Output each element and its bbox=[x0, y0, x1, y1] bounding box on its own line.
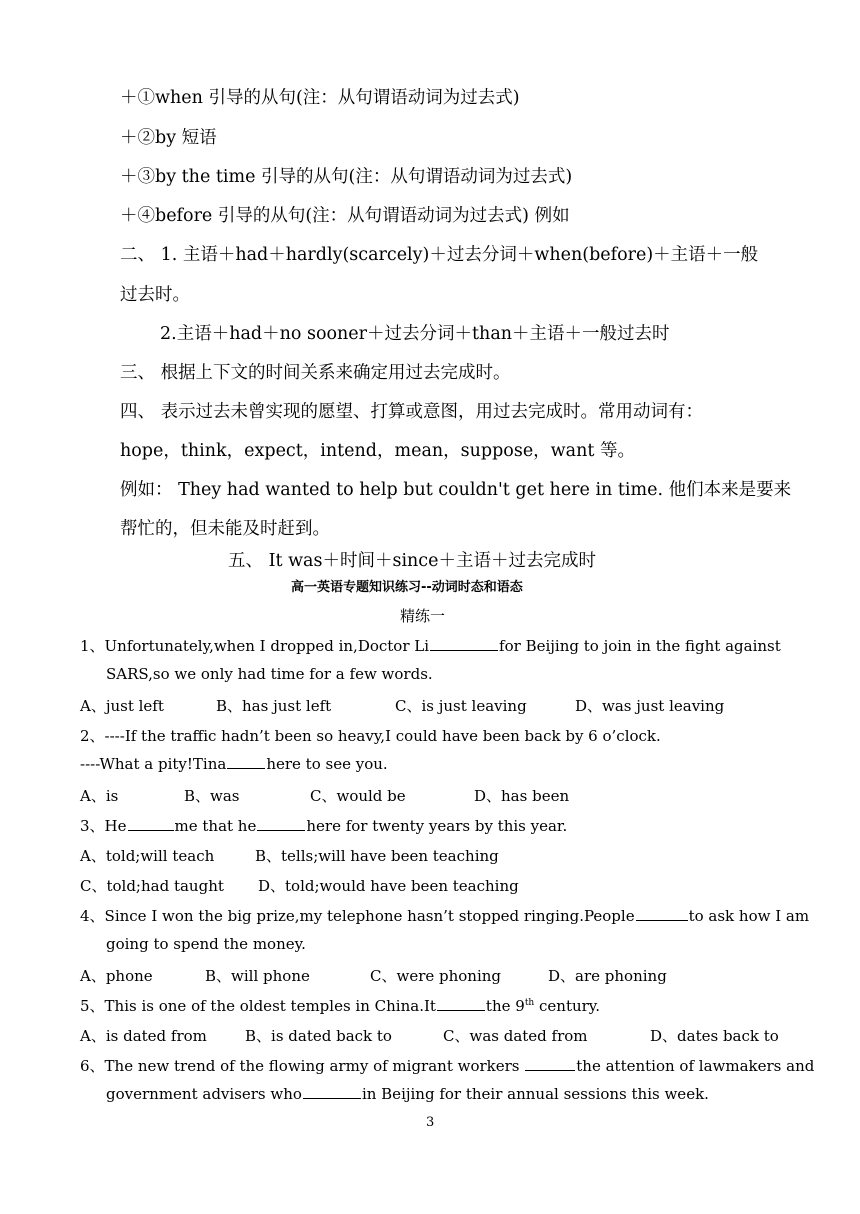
question-text: in Beijing for their annual sessions this week. bbox=[361, 1085, 709, 1103]
option-d: D、dates back to bbox=[650, 1027, 779, 1045]
question-2-reply bbox=[80, 755, 388, 773]
option-a: A、just left bbox=[80, 697, 164, 715]
answer-blank bbox=[128, 829, 174, 831]
option-a: A、is dated from bbox=[80, 1027, 207, 1045]
rule-three: 三、 根据上下文的时间关系来确定用过去完成时。 bbox=[120, 363, 511, 383]
practice-title: 精练一 bbox=[400, 607, 446, 625]
rule-five: 五、 It was＋时间＋since＋主语＋过去完成时 bbox=[228, 551, 596, 571]
section-title: 高一英语专题知识练习--动词时态和语态 bbox=[291, 580, 523, 595]
option-b: B、will phone bbox=[205, 967, 310, 985]
question-4 bbox=[80, 905, 809, 926]
question-text: the 9 bbox=[485, 997, 525, 1015]
question-text: to ask how I am bbox=[688, 907, 810, 925]
option-b: B、was bbox=[184, 787, 240, 805]
example-translation: 帮忙的，但未能及时赶到。 bbox=[120, 519, 330, 539]
question-2-options bbox=[0, 785, 860, 807]
option-d: D、has been bbox=[474, 787, 570, 805]
page-number: 3 bbox=[426, 1115, 435, 1130]
question-3-options-row1 bbox=[0, 845, 860, 867]
answer-blank bbox=[525, 1069, 575, 1071]
question-3 bbox=[80, 815, 567, 836]
question-text: 3、He bbox=[80, 817, 127, 835]
rule-four: 四、 表示过去未曾实现的愿望、打算或意图，用过去完成时。常用动词有： bbox=[120, 402, 704, 422]
rule-two-1-cont: 过去时。 bbox=[120, 285, 190, 305]
option-b: B、has just left bbox=[216, 697, 332, 715]
option-a: A、phone bbox=[80, 967, 153, 985]
option-d: D、told;would have been teaching bbox=[258, 877, 519, 895]
question-5-options bbox=[0, 1025, 860, 1047]
answer-blank bbox=[437, 1009, 485, 1011]
option-a: A、is bbox=[80, 787, 119, 805]
rule-when: ＋①when 引导的从句(注：从句谓语动词为过去式) bbox=[120, 88, 520, 108]
option-a: A、told;will teach bbox=[80, 847, 215, 865]
question-text: 6、The new trend of the flowing army of migrant workers bbox=[80, 1057, 520, 1075]
rule-by: ＋②by 短语 bbox=[120, 128, 217, 148]
answer-blank bbox=[636, 919, 688, 921]
option-b: B、is dated back to bbox=[245, 1027, 392, 1045]
question-2: 2、----If the traffic hadn’t been so heavy,I could have been back by 6 o’clock. bbox=[80, 727, 661, 745]
answer-blank bbox=[227, 767, 265, 769]
question-1-cont: SARS,so we only had time for a few words. bbox=[106, 665, 433, 683]
question-6 bbox=[80, 1055, 814, 1076]
answer-blank bbox=[430, 649, 498, 651]
answer-blank bbox=[303, 1097, 361, 1099]
question-text: 1、Unfortunately,when I dropped in,Doctor Li bbox=[80, 637, 430, 655]
question-3-options-row2 bbox=[0, 875, 860, 897]
question-text: the attention of lawmakers and bbox=[576, 1057, 815, 1075]
question-text: me that he bbox=[174, 817, 257, 835]
rule-four-verbs: hope，think，expect，intend，mean，suppose，want 等。 bbox=[120, 441, 635, 461]
question-text: for Beijing to join in the fight against bbox=[499, 637, 781, 655]
question-text: 5、This is one of the oldest temples in China.It bbox=[80, 997, 436, 1015]
option-d: D、are phoning bbox=[548, 967, 667, 985]
question-text: 4、Since I won the big prize,my telephone hasn’t stopped ringing.People bbox=[80, 907, 635, 925]
example-line: 例如： They had wanted to help but couldn't get here in time. 他们本来是要来 bbox=[120, 480, 792, 500]
answer-blank bbox=[257, 829, 305, 831]
question-text: government advisers who bbox=[106, 1085, 302, 1103]
option-c: C、was dated from bbox=[443, 1027, 588, 1045]
question-5 bbox=[80, 995, 600, 1016]
option-c: C、is just leaving bbox=[395, 697, 527, 715]
option-c: C、would be bbox=[310, 787, 406, 805]
question-1-options bbox=[0, 695, 860, 717]
rule-two-1: 二、 1. 主语＋had＋hardly(scarcely)＋过去分词＋when(before)＋主语＋一般 bbox=[120, 245, 759, 265]
option-b: B、tells;will have been teaching bbox=[255, 847, 499, 865]
superscript: th bbox=[524, 998, 535, 1008]
question-4-options bbox=[0, 965, 860, 987]
rule-before: ＋④before 引导的从句(注：从句谓语动词为过去式) 例如 bbox=[120, 206, 570, 226]
question-4-cont: going to spend the money. bbox=[106, 935, 306, 953]
rule-two-2: 2.主语＋had＋no sooner＋过去分词＋than＋主语＋一般过去时 bbox=[160, 324, 670, 344]
question-6-cont bbox=[106, 1085, 709, 1103]
question-1 bbox=[80, 635, 781, 656]
question-text: here for twenty years by this year. bbox=[306, 817, 568, 835]
question-text: century. bbox=[534, 997, 601, 1015]
option-c: C、told;had taught bbox=[80, 877, 224, 895]
question-text: ----What a pity!Tina bbox=[80, 755, 227, 773]
rule-by-the-time: ＋③by the time 引导的从句(注：从句谓语动词为过去式) bbox=[120, 167, 573, 187]
question-text: here to see you. bbox=[266, 755, 388, 773]
option-c: C、were phoning bbox=[370, 967, 502, 985]
option-d: D、was just leaving bbox=[575, 697, 725, 715]
